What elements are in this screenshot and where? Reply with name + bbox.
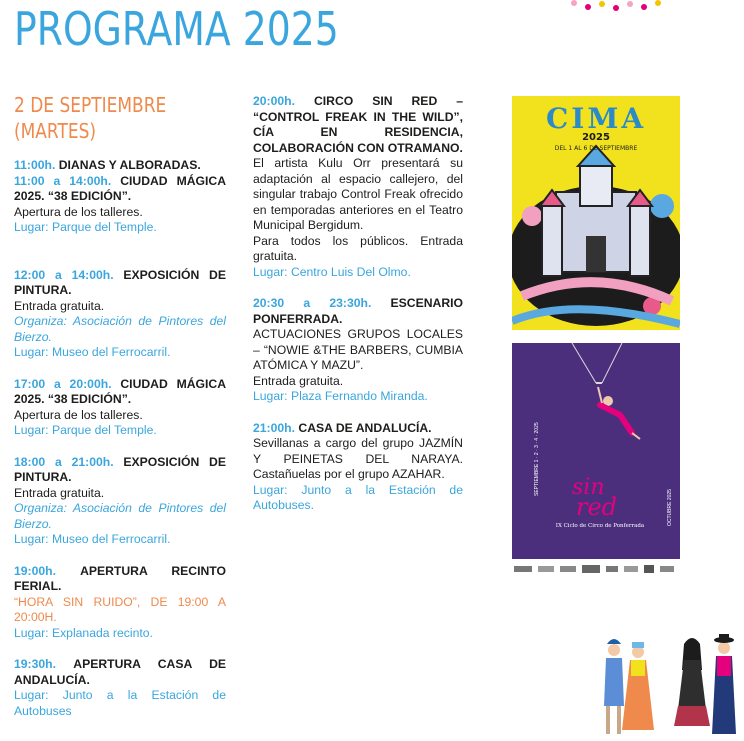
event-time: 20:30 a 23:30h. <box>253 296 372 310</box>
event-title: APERTURA RECINTO FERIAL. <box>14 563 226 593</box>
event-time: 11:00h. <box>14 158 56 172</box>
event-escenario-ponferrada <box>253 296 463 405</box>
cima-poster <box>512 96 680 330</box>
event-title: CIRCO SIN RED – “CONTROL FREAK IN THE WILD”, CÍA EN RESIDENCIA, COLABORACIÓN CON OTRAMANO. <box>253 94 463 155</box>
event-exposicion-evening <box>14 455 226 548</box>
event-time: 12:00 a 14:00h. <box>14 267 114 282</box>
event-time: 19:30h. <box>14 657 57 671</box>
schedule-column-2 <box>253 94 463 530</box>
sin-red-poster <box>512 343 680 559</box>
sin-red-side-dates-2: OCTUBRE 2025 <box>667 489 673 526</box>
day-weekday: (MARTES) <box>14 119 97 143</box>
event-location: Lugar: Plaza Fernando Miranda. <box>253 389 428 403</box>
event-description-2: Entrada gratuita. <box>253 373 344 388</box>
event-location: Lugar: Explanada recinto. <box>14 625 153 640</box>
day-heading <box>14 92 226 144</box>
event-description: Sevillanas a cargo del grupo JAZMÍN Y PEINETAS DEL NARAYA. Castañuelas por el grupo AZAHAR. <box>253 436 463 481</box>
event-location: Lugar: Parque del Temple. <box>14 423 157 437</box>
event-exposicion-morning <box>14 268 226 361</box>
event-title: EXPOSICIÓN DE PINTURA. <box>14 454 226 484</box>
event-time: 17:00 a 20:00h. <box>14 376 112 391</box>
event-location: Lugar: Museo del Ferrocarril. <box>14 532 171 546</box>
event-location: Lugar: Centro Luis Del Olmo. <box>253 264 411 279</box>
sin-red-subtitle: IX Ciclo de Circo de Ponferrada <box>555 523 645 529</box>
event-description: El artista Kulu Orr presentará su adaptación al espacio callejero, del singular trabajo Control Freak ofrecido en temporadas anteriores en el Teatro Municipal Bergidum. <box>253 156 463 232</box>
sin-red-word-red: red <box>576 493 618 521</box>
event-location: Lugar: Parque del Temple. <box>14 220 157 234</box>
cima-year: 2025 <box>582 132 610 143</box>
event-ciudad-magica-afternoon <box>14 377 226 439</box>
event-casa-andalucia-opening <box>14 657 226 719</box>
cima-title: CIMA <box>545 102 647 135</box>
cima-dates: DEL 1 AL 6 DE SEPTIEMBRE <box>554 145 638 152</box>
event-description: Entrada gratuita. <box>14 485 105 500</box>
event-organizer: Organiza: Asociación de Pintores del Bierzo. <box>14 501 226 531</box>
sponsor-logos <box>512 563 680 575</box>
decorative-dots <box>566 0 666 14</box>
event-time: 20:00h. <box>253 94 296 108</box>
schedule-column-1 <box>14 92 226 735</box>
event-title: DIANAS Y ALBORADAS. <box>58 158 201 172</box>
event-title: ESCENARIO PONFERRADA. <box>253 296 463 326</box>
event-casa-andalucia-sevillanas <box>253 421 463 514</box>
event-time: 18:00 a 21:00h. <box>14 454 114 469</box>
event-time: 19:00h. <box>14 563 57 578</box>
event-description: Apertura de los talleres. <box>14 204 143 219</box>
event-title: EXPOSICIÓN DE PINTURA. <box>14 267 226 297</box>
event-circo-sin-red <box>253 94 463 280</box>
day-date: 2 DE SEPTIEMBRE <box>14 93 167 117</box>
event-description: Entrada gratuita. <box>14 298 105 313</box>
event-note: “HORA SIN RUIDO”, DE 19:00 A 20:00H. <box>14 594 226 624</box>
event-description: Apertura de los talleres. <box>14 407 143 422</box>
event-location: Lugar: Junto a la Estación de Autobuses <box>14 688 226 718</box>
sin-red-word-sin: sin <box>572 475 605 500</box>
event-description-2: Para todos los públicos. Entrada gratuita. <box>253 233 463 263</box>
page-title: PROGRAMA 2025 <box>14 2 339 56</box>
festival-figures-illustration <box>598 630 744 741</box>
sin-red-side-dates: SEPTIEMBRE 1 · 2 · 3 · 4 · 2025 <box>534 422 540 496</box>
event-time: 21:00h. <box>253 420 296 435</box>
event-dianas <box>14 158 226 174</box>
event-organizer: Organiza: Asociación de Pintores del Bierzo. <box>14 314 226 344</box>
event-description: ACTUACIONES GRUPOS LOCALES – “NOWIE &THE BARBERS, CUMBIA ATÓMICA Y MAZU”. <box>253 327 463 372</box>
event-title: APERTURA CASA DE ANDALUCÍA. <box>14 657 227 687</box>
event-time: 11:00 a 14:00h. <box>14 173 112 188</box>
event-recinto-ferial <box>14 564 226 642</box>
event-ciudad-magica-morning <box>14 174 226 236</box>
event-title: CASA DE ANDALUCÍA. <box>298 420 432 435</box>
event-location: Lugar: Junto a la Estación de Autobuses. <box>253 482 463 512</box>
event-location: Lugar: Museo del Ferrocarril. <box>14 345 171 359</box>
event-title: CIUDAD MÁGICA 2025. “38 EDICIÓN”. <box>14 173 227 203</box>
event-title: CIUDAD MÁGICA 2025. “38 EDICIÓN”. <box>14 376 226 406</box>
